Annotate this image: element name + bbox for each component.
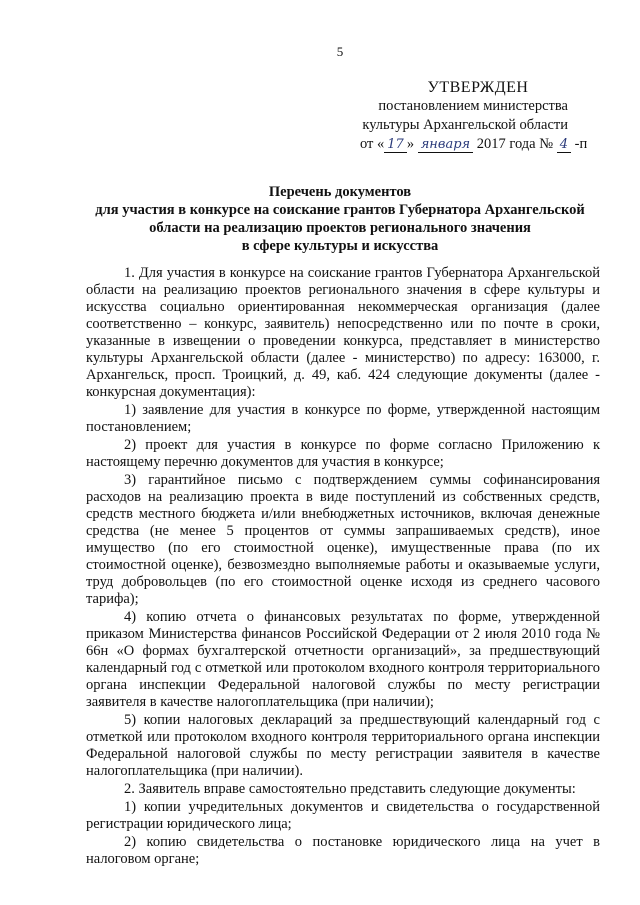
date-suffix: 2017 года № [473, 136, 557, 152]
title-line-2: для участия в конкурсе на соискание грантов Губернатора Архангельской [95, 202, 585, 218]
paragraph: 1) заявление для участия в конкурсе по форме, утвержденной настоящим постановлением; [86, 402, 600, 435]
paragraph: 4) копию отчета о финансовых результатах по форме, утвержденной приказом Министерства финансов Российской Федерации от 2 июля 2010 года № 66н «О формах бухгалтерской отчетности организаций», за предшествующий календарный год с отметкой или протоколом входного контроля территориального органа инспекции Федеральной налоговой службы по месту регистрации заявителя в качестве налогоплательщика (при наличии); [86, 609, 600, 710]
page-number: 5 [336, 44, 344, 59]
paragraph: 2) копию свидетельства о постановке юридического лица на учет в налоговом органе; [86, 834, 600, 867]
doc-number-handwritten: 4 [557, 138, 571, 153]
date-prefix: от « [360, 136, 385, 152]
document-body [86, 265, 600, 869]
approval-stamp [358, 78, 598, 154]
date-day-handwritten: 17 [384, 138, 407, 153]
paragraph: 5) копии налоговых деклараций за предшествующий календарный год с отметкой или протоколом входного контроля территориального органа инспекции Федеральной налоговой службы по месту регистрации заявителя в качестве налогоплательщика (при наличии). [86, 712, 600, 779]
title-line-1: Перечень документов [268, 184, 412, 200]
approval-heading: УТВЕРЖДЕН [427, 79, 529, 96]
number-suffix: -п [570, 136, 588, 152]
title-line-3: области на реализацию проектов регионального значения [149, 220, 531, 236]
date-mid: » [406, 136, 418, 152]
paragraph: 2) проект для участия в конкурсе по форме согласно Приложению к настоящему перечню документов для участия в конкурсе; [86, 437, 600, 470]
paragraph: 3) гарантийное письмо с подтверждением суммы софинансирования расходов на реализацию проекта в виде поступлений из собственных средств, средств местного бюджета и/или внебюджетных источников, включая денежные средства (не менее 5 процентов от суммы запрашиваемых средств), иное имущество (по его стоимостной оценке), имущественные права (по их стоимостной оценке), безвозмездно выполняемые работы и оказываемые услуги, труд добровольцев (по его стоимостной оценке исходя из среднего часового тарифа); [86, 472, 600, 607]
paragraph: 1. Для участия в конкурсе на соискание грантов Губернатора Архангельской области на реализацию проектов регионального значения в сфере культуры и искусства социально ориентированная некоммерческая организация (далее соответственно – конкурс, заявитель) непосредственно или по почте в сроки, указанные в извещении о проведении конкурса, представляет в министерство культуры Архангельской области (далее - министерство) по адресу: 163000, г. Архангельск, просп. Троицкий, д. 49, каб. 424 следующие документы (далее - конкурсная документация): [86, 265, 600, 400]
title-line-4: в сфере культуры и искусства [241, 238, 439, 254]
document-title [80, 183, 600, 255]
date-month-handwritten: января [418, 138, 473, 153]
approval-line-2: культуры Архангельской области [362, 117, 568, 133]
approval-line-1: постановлением министерства [378, 98, 568, 114]
approval-date-line [358, 135, 598, 154]
paragraph: 2. Заявитель вправе самостоятельно представить следующие документы: [124, 781, 576, 797]
paragraph: 1) копии учредительных документов и свидетельства о государственной регистрации юридического лица; [86, 799, 600, 832]
